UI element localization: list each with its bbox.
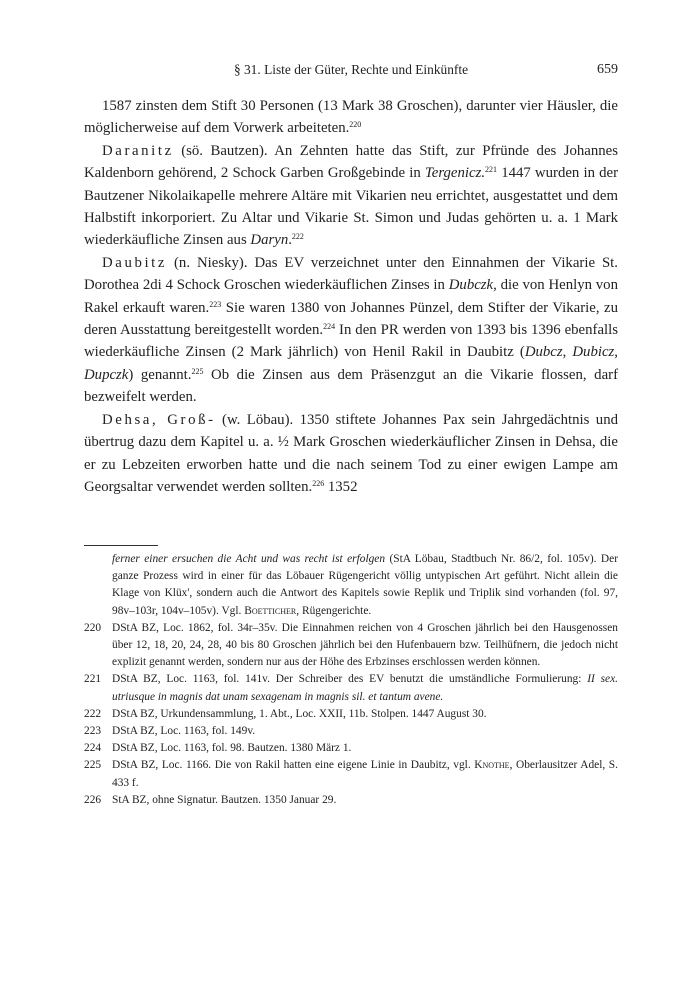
paragraph: Dehsa, Groß- (w. Löbau). 1350 stiftete Johannes Pax sein Jahrgedächtnis und übertrug dazu dem Kapitel u. a. ½ Mark Groschen wiederkäuflicher Zinsen in Dehsa, die er zu Lebzeiten erworben hatte und die nach seinem Tod zu einer ewigen Lampe am Georgsaltar verwendet werden sollten.$^{226}$ 1352 [84, 411, 618, 495]
footnote-ref: 224 [323, 322, 336, 332]
footnote-number: 226 [84, 793, 102, 806]
place-name: Daubitz [102, 254, 168, 271]
footnote: 222 DStA BZ, Urkundensammlung, 1. Abt., Loc. XXII, 11b. Stolpen. 1447 August 30. [84, 706, 618, 723]
footnote: 221 DStA BZ, Loc. 1163, fol. 141v. Der Schreiber des EV benutzt die umständliche Formulierung: II sex. utriusque in magnis dat unam sexagenam in magnis sil. et tantum avene. [84, 673, 618, 703]
footnote: 224 DStA BZ, Loc. 1163, fol. 98. Bautzen. 1380 März 1. [84, 740, 618, 757]
footnote-number: 223 [84, 725, 102, 738]
place-name: Dehsa, Groß- [102, 411, 216, 428]
footnote: 226 StA BZ, ohne Signatur. Bautzen. 1350 Januar 29. [84, 792, 618, 809]
place-name: Daranitz [102, 142, 174, 159]
footnote-ref: 225 [191, 366, 204, 376]
footnote: 223 DStA BZ, Loc. 1163, fol. 149v. [84, 723, 618, 740]
footnote-ref: 222 [291, 232, 304, 242]
running-title: § 31. Liste der Güter, Rechte und Einkünfte [233, 62, 469, 77]
footnote-ref: 220 [349, 120, 362, 130]
paragraph: Daranitz (sö. Bautzen). An Zehnten hatte das Stift, zur Pfründe des Johannes Kaldenborn gehörend, 2 Schock Garben Großgebinde in Tergenicz.$^{221}$ 1447 wurden in der Bautzener Nikolaikapelle mehrere Altäre mit Vikarien neu errichtet, ausgestattet und dem Halbstift inkorporiert. Zu Altar und Vikarie St. Simon und Judas gehörten u. a. 1 Mark wiederkäufliche Zinsen aus Daryn.$^{222}$ [84, 142, 619, 249]
footnotes [84, 551, 618, 809]
running-header [84, 62, 618, 82]
footnote: 220 DStA BZ, Loc. 1862, fol. 34r–35v. Die Einnahmen reichen von 4 Groschen jährlich bei den Hausgenossen über 12, 18, 20, 24, 28, 40 bis 80 Groschen jährlich bei den Hufenbauern bzw. Teilhüfnern, die jedoch nicht explizit genannt werden, sondern nur aus der Höhe des Erbzinses erschlossen werden können. [84, 621, 618, 669]
paragraph: 1587 zinsten dem Stift 30 Personen (13 Mark 38 Groschen), darunter vier Häusler, die möglicherweise auf dem Vorwerk arbeiteten.$^{220}$ [84, 98, 618, 137]
footnote-separator [84, 545, 158, 546]
footnote-ref: 226 [312, 478, 325, 488]
footnote-number: 222 [84, 707, 102, 720]
footnote-number: 221 [84, 673, 102, 686]
footnote-ref: 223 [209, 299, 222, 309]
paragraph: Daubitz (n. Niesky). Das EV verzeichnet unter den Einnahmen der Vikarie St. Dorothea 2di 4 Schock Groschen wiederkäuflichen Zinses in Dubczk, die von Henlyn von Rakel erkauft waren.$^{223}$ Sie waren 1380 von Johannes Pünzel, dem Stifter der Vikarie, zu deren Ausstattung bereitgestellt worden.$^{224}$ In den PR werden von 1393 bis 1396 ebenfalls wiederkäufliche Zinsen (2 Mark jährlich) von Henil Rakil in Daubitz (Dubcz, Dubicz, Dupczk) genannt.$^{225}$ Ob die Zinsen aus dem Präsenzgut an die Vikarie flossen, darf bezweifelt werden. [84, 254, 618, 406]
footnote: 225 DStA BZ, Loc. 1166. Die von Rakil hatten eine eigene Linie in Daubitz, vgl. Knothe, Oberlausitzer Adel, S. 433 f. [84, 759, 618, 789]
footnote-number: 224 [84, 742, 102, 755]
footnote-continued: ferner einer ersuchen die Acht und was recht ist erfolgen (StA Löbau, Stadtbuch Nr. 86/2, fol. 105v). Der ganze Prozess wird in einer für das Löbauer Rügengericht völlig untypischen Art geführt. Nicht allein die Klage von Klüx', sondern auch die Antwort des Kapitels sowie Replik und Triplik sind vorhanden (fol. 97, 98v–103r, 104v–105v). Vgl. Boetticher, Rügengerichte. [112, 553, 618, 617]
main-text [84, 95, 618, 498]
footnote-number: 225 [84, 759, 102, 772]
footnote-number: 220 [84, 621, 102, 634]
footnote-ref: 221 [485, 165, 498, 175]
page-number: 659 [597, 62, 618, 77]
